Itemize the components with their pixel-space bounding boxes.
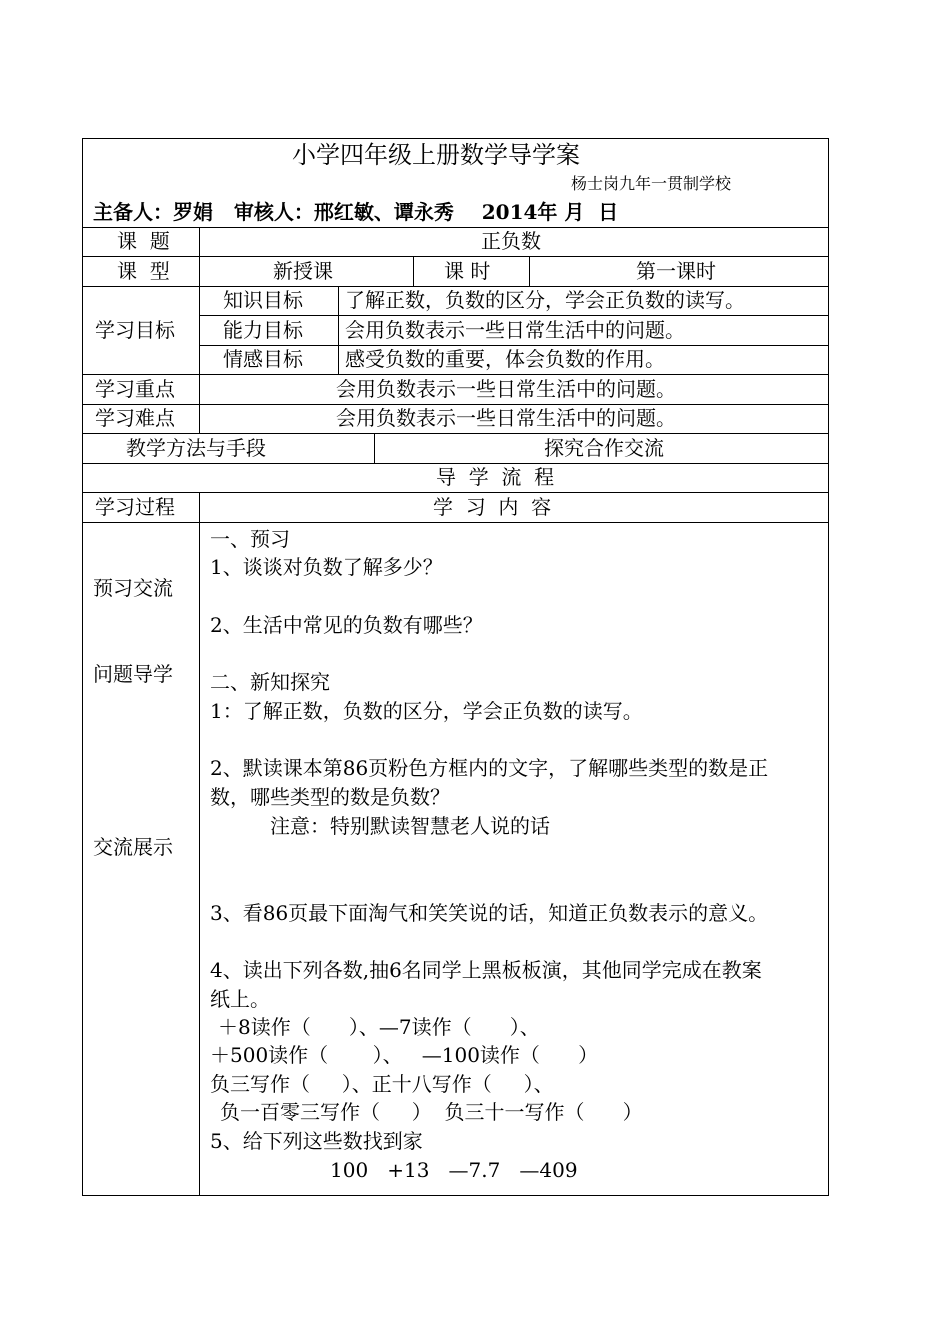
focus-value: 会用负数表示一些日常生活中的问题。 [336, 377, 676, 401]
knowledge-goal-value: 了解正数，负数的区分，学会正负数的读写。 [345, 288, 745, 312]
row-divider [82, 374, 829, 375]
goals-label: 学习目标 [95, 318, 175, 342]
question-2: 2、生活中常见的负数有哪些？ [210, 613, 483, 637]
point-2-line-1: 2、默读课本第86页粉色方框内的文字，了解哪些类型的数是正 [210, 756, 769, 780]
point-1: 1：了解正数，负数的区分，学会正负数的读写。 [210, 699, 643, 723]
exercise-line-3: 负三写作（ ）、正十八写作（ ）、 [210, 1072, 554, 1096]
emotion-goal-value: 感受负数的重要，体会负数的作用。 [345, 347, 665, 371]
period-value: 第一课时 [636, 259, 716, 283]
note: 注意：特别默读智慧老人说的话 [270, 814, 550, 838]
knowledge-goal-label: 知识目标 [223, 288, 303, 312]
content-label: 学 习 内 容 [433, 495, 552, 519]
difficulty-label: 学习难点 [95, 406, 175, 430]
process-label: 学习过程 [95, 495, 175, 519]
exercise-line-2: ＋500读作（ ）、 —100读作（ ） [210, 1043, 599, 1067]
flow-heading: 导 学 流 程 [436, 465, 555, 489]
ability-goal-label: 能力目标 [223, 318, 303, 342]
preparer-line: 主备人：罗娟 审核人：邢红敏、谭永秀 2014年 月 日 [93, 200, 619, 224]
row-divider [82, 492, 829, 493]
focus-label: 学习重点 [95, 377, 175, 401]
row-divider [199, 345, 829, 346]
emotion-goal-label: 情感目标 [223, 347, 303, 371]
column-divider [338, 286, 339, 374]
page-title: 小学四年级上册数学导学案 [292, 141, 580, 169]
row-divider [82, 286, 829, 287]
guide-label: 问题导学 [93, 662, 173, 686]
preview-label: 预习交流 [93, 576, 173, 600]
method-value: 探究合作交流 [544, 436, 664, 460]
type-value: 新授课 [273, 259, 333, 283]
column-divider [199, 492, 200, 1196]
exercise-line-1: ＋8读作（ ）、—7读作（ ）、 [218, 1015, 540, 1039]
row-divider [82, 433, 829, 434]
row-divider [82, 463, 829, 464]
period-label: 课 时 [444, 259, 491, 283]
school-name: 杨士岗九年一贯制学校 [571, 174, 732, 193]
difficulty-value: 会用负数表示一些日常生活中的问题。 [336, 406, 676, 430]
column-divider [199, 227, 200, 434]
exercise-line-4: 负一百零三写作（ ） 负三十一写作（ ） [220, 1100, 643, 1124]
row-divider [82, 404, 829, 405]
point-4-line-1: 4、读出下列各数,抽6名同学上黑板板演，其他同学完成在教案 [210, 958, 762, 982]
column-divider [529, 256, 530, 286]
column-divider [374, 433, 375, 463]
point-4-line-2: 纸上。 [210, 987, 270, 1011]
point-3: 3、看86页最下面淘气和笑笑说的话，知道正负数表示的意义。 [210, 901, 769, 925]
show-label: 交流展示 [93, 835, 173, 859]
section-explore: 二、新知探究 [210, 670, 330, 694]
type-label: 课 型 [117, 259, 170, 283]
point-2-line-2: 数，哪些类型的数是负数？ [210, 785, 450, 809]
ability-goal-value: 会用负数表示一些日常生活中的问题。 [345, 318, 685, 342]
topic-value: 正负数 [481, 229, 541, 253]
row-divider [199, 315, 829, 316]
row-divider [82, 522, 829, 523]
row-divider [82, 256, 829, 257]
method-label: 教学方法与手段 [126, 436, 266, 460]
question-1: 1、谈谈对负数了解多少？ [210, 555, 443, 579]
point-5: 5、给下列这些数找到家 [210, 1129, 423, 1153]
topic-label: 课 题 [117, 229, 170, 253]
column-divider [413, 256, 414, 286]
section-preview: 一、预习 [210, 527, 290, 551]
row-divider [82, 227, 829, 228]
number-list: 100 +13 —7.7 —409 [330, 1158, 578, 1182]
